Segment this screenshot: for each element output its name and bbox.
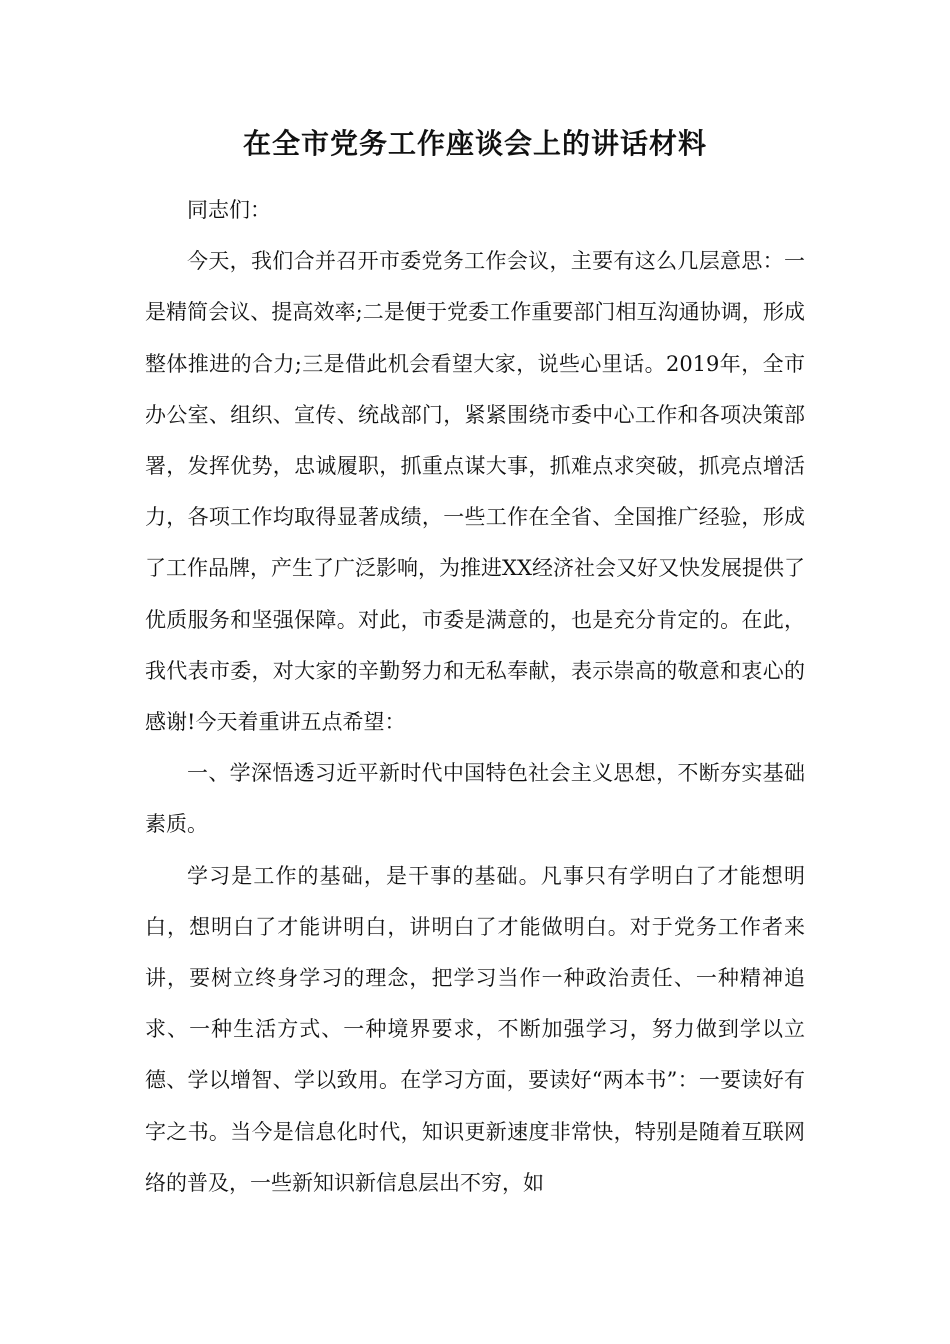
salutation-paragraph: 同志们： — [187, 198, 271, 222]
intro-paragraph: 今天，我们合并召开市委党务工作会议，主要有这么几层意思：一是精简会议、提高效率;二是便于党委工作重要部门相互沟通协调，形成整体推进的合力;三是借此机会看望大家，说些心里话。2019年，全市办公室、组织、宣传、统战部门，紧紧围绕市委中心工作和各项决策部署，发挥优势，忠诚履职，抓重点谋大事，抓难点求突破，抓亮点增活力，各项工作均取得显著成绩，一些工作在全省、全国推广经验，形成了工作品牌，产生了广泛影响，为推进XX经济社会又好又快发展提供了优质服务和坚强保障。对此，市委是满意的，也是充分肯定的。在此，我代表市委，对大家的辛勤努力和无私奉献，表示崇高的敬意和衷心的感谢!今天着重讲五点希望： — [145, 249, 805, 735]
document-title: 在全市党务工作座谈会上的讲话材料 — [242, 127, 707, 160]
section-heading-1: 一、学深悟透习近平新时代中国特色社会主义思想，不断夯实基础素质。 — [145, 761, 805, 837]
document-body — [145, 185, 805, 1209]
body-paragraph: 学习是工作的基础，是干事的基础。凡事只有学明白了才能想明白，想明白了才能讲明白，讲明白了才能做明白。对于党务工作者来讲，要树立终身学习的理念，把学习当作一种政治责任、一种精神追求、一种生活方式、一种境界要求，不断加强学习，努力做到学以立德、学以增智、学以致用。在学习方面，要读好“两本书”：一要读好有字之书。当今是信息化时代，知识更新速度非常快，特别是随着互联网络的普及，一些新知识新信息层出不穷，如 — [145, 863, 805, 1195]
